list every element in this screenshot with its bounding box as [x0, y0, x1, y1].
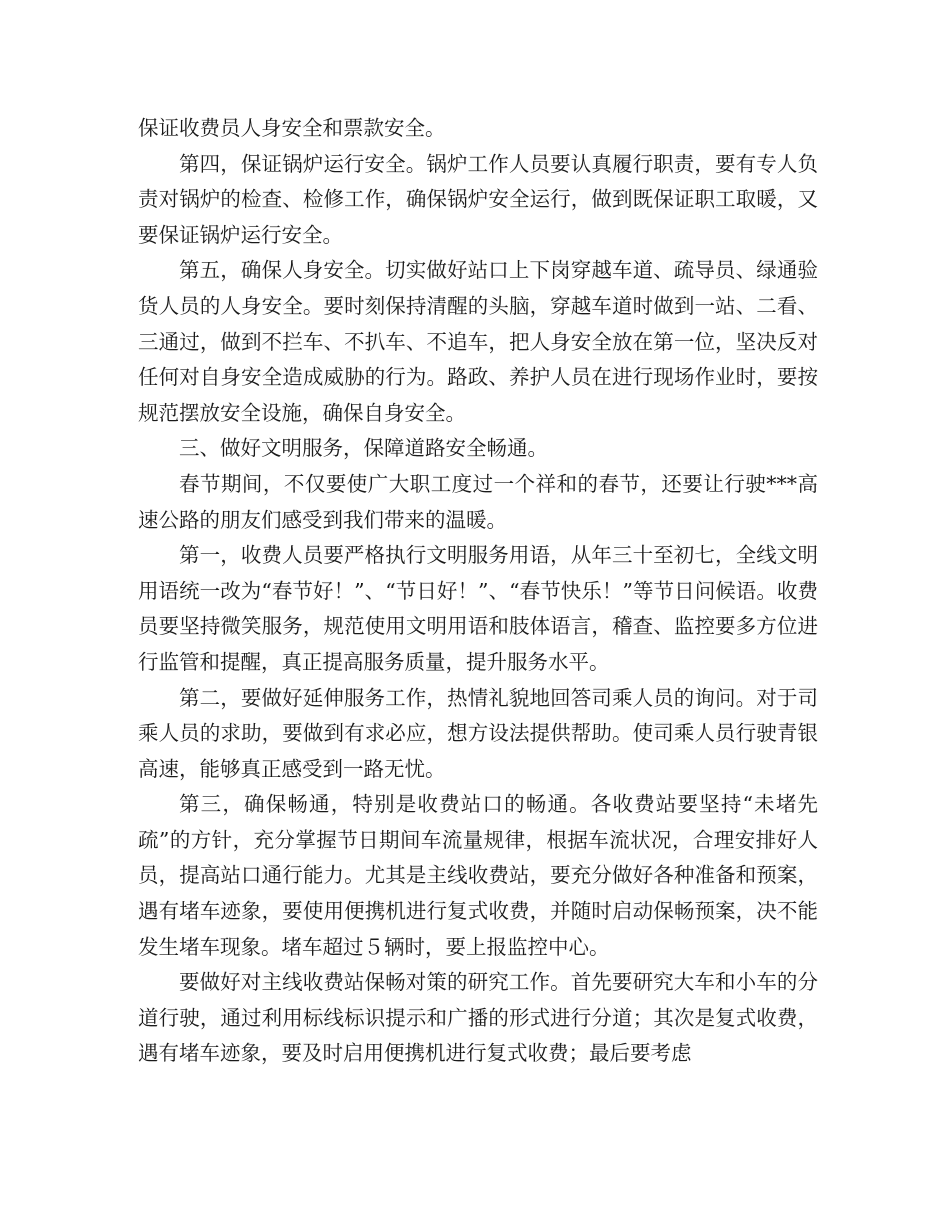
paragraph-service-language: 第一，收费人员要严格执行文明服务用语，从年三十至初七，全线文明用语统一改为“春节好！”、“节日好！”、“春节快乐！”等节日问候语。收费员要坚持微笑服务，规范使用文明用语和肢体语言，稽查、监控要多方位进行监管和提醒，真正提高服务质量，提升服务水平。: [138, 543, 818, 674]
paragraph-spring-festival: 春节期间，不仅要使广大职工度过一个祥和的春节，还要让行驶***高速公路的朋友们感受到我们带来的温暖。: [138, 471, 818, 532]
paragraph-toll-station-strategy: 要做好对主线收费站保畅对策的研究工作。首先要研究大车和小车的分道行驶，通过利用标线标识提示和广播的形式进行分道；其次是复式收费，遇有堵车迹象，要及时启用便携机进行复式收费；最后要考虑: [138, 970, 818, 1066]
section-heading-civil-service: 三、做好文明服务，保障道路安全畅通。: [179, 436, 548, 461]
paragraph-personal-safety: 第五，确保人身安全。切实做好站口上下岗穿越车道、疏导员、绿通验货人员的人身安全。要时刻保持清醒的头脑，穿越车道时做到一站、二看、三通过，做到不拦车、不扒车、不追车，把人身安全放在第一位，坚决反对任何对自身安全造成威胁的行为。路政、养护人员在进行现场作业时，要按规范摆放安全设施，确保自身安全。: [138, 258, 818, 425]
paragraph-extended-service: 第二，要做好延伸服务工作，热情礼貌地回答司乘人员的询问。对于司乘人员的求助，要做到有求必应，想方设法提供帮助。使司乘人员行驶青银高速，能够真正感受到一路无忧。: [138, 685, 818, 781]
document-body: [138, 111, 818, 1072]
paragraph-continuation: 保证收费员人身安全和票款安全。: [138, 116, 446, 140]
paragraph-boiler-safety: 第四，保证锅炉运行安全。锅炉工作人员要认真履行职责，要有专人负责对锅炉的检查、检修工作，确保锅炉安全运行，做到既保证职工取暖，又要保证锅炉运行安全。: [138, 151, 818, 247]
paragraph-traffic-flow: 第三，确保畅通，特别是收费站口的畅通。各收费站要坚持“未堵先疏”的方针，充分掌握节日期间车流量规律，根据车流状况，合理安排好人员，提高站口通行能力。尤其是主线收费站，要充分做好各种准备和预案，遇有堵车迹象，要使用便携机进行复式收费，并随时启动保畅预案，决不能发生堵车现象。堵车超过５辆时，要上报监控中心。: [138, 792, 818, 959]
